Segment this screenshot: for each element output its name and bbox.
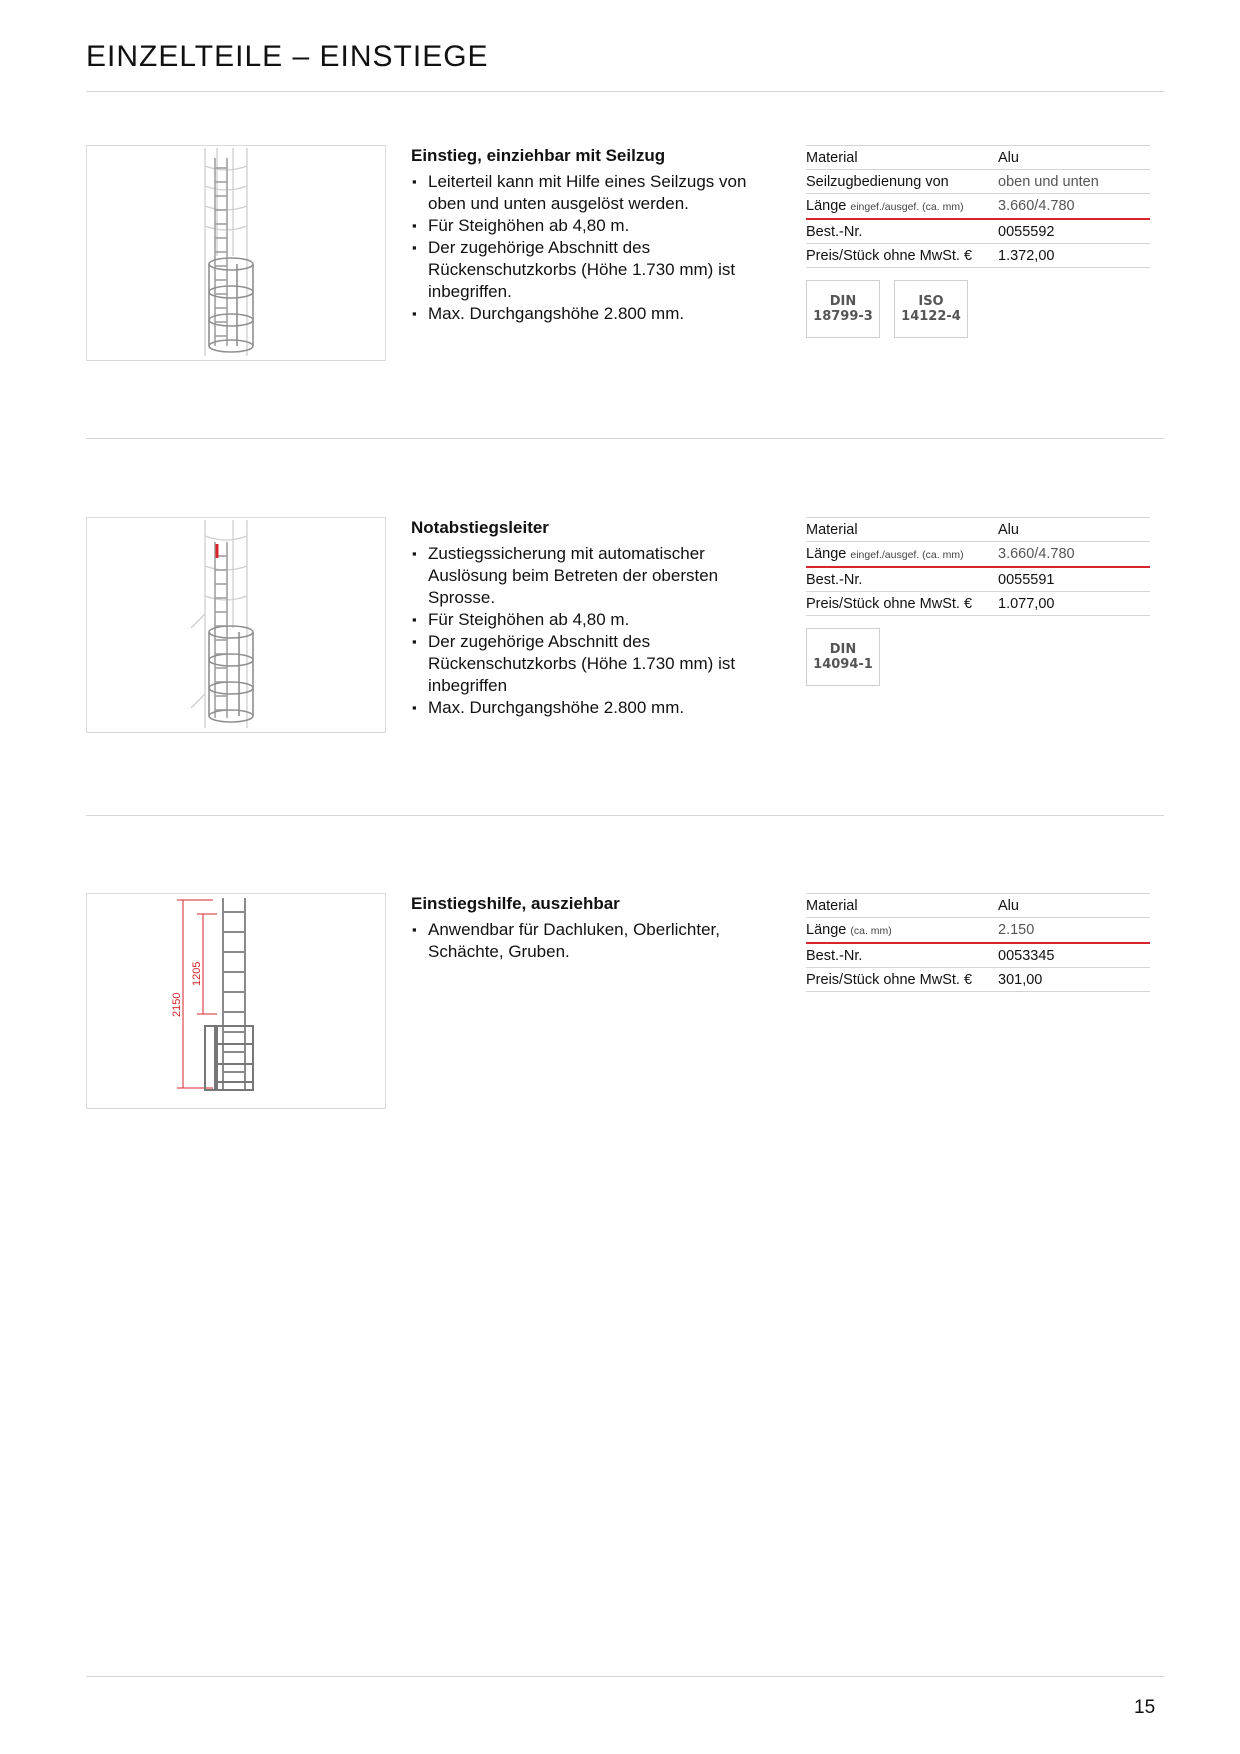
spec-label: Best.-Nr.: [806, 219, 998, 244]
feature-item: ▪ Zustiegssicherung mit automatischer Auslösung beim Betreten der obersten Sprosse.: [411, 543, 751, 609]
badge-line: 14122-4: [901, 309, 961, 324]
extendable-ladder-icon: [87, 894, 385, 1108]
spec-row: [806, 170, 1150, 194]
feature-item: ▪ Anwendbar für Dachluken, Oberlichter, Schächte, Gruben.: [411, 919, 751, 963]
spec-value: 3.660/4.780: [998, 194, 1150, 220]
feature-list: [411, 919, 751, 963]
dimension-label-partial: 1205: [191, 961, 203, 986]
spec-label: Material: [806, 518, 998, 542]
spec-value: 2.150: [998, 918, 1150, 944]
standard-badge-din: [806, 280, 880, 338]
spec-value: 0055591: [998, 567, 1150, 592]
spec-row: [806, 567, 1150, 592]
standard-badge-din: [806, 628, 880, 686]
spec-label: Best.-Nr.: [806, 567, 998, 592]
product-description: [411, 893, 751, 963]
spec-row: [806, 244, 1150, 268]
spec-row: [806, 219, 1150, 244]
spec-label: [806, 194, 998, 220]
dimension-label-total: 2150: [171, 992, 183, 1017]
product-description: [411, 517, 751, 719]
spec-row: [806, 518, 1150, 542]
spec-value: 1.372,00: [998, 244, 1150, 268]
spec-value: oben und unten: [998, 170, 1150, 194]
section-divider: [86, 438, 1164, 439]
spec-label-note: eingef./ausgef. (ca. mm): [850, 549, 964, 561]
standard-badges: [806, 280, 968, 338]
spec-label: Material: [806, 146, 998, 170]
standard-badges: [806, 628, 880, 686]
product-image: [86, 145, 386, 361]
spec-label: [806, 542, 998, 568]
spec-row: [806, 194, 1150, 220]
spec-row: [806, 592, 1150, 616]
feature-item: ▪ Der zugehörige Abschnitt des Rückenschutzkorbs (Höhe 1.730 mm) ist inbegriffen: [411, 631, 751, 697]
badge-line: ISO: [918, 294, 944, 309]
badge-line: 14094-1: [813, 657, 873, 672]
spec-label: Seilzugbedienung von: [806, 170, 998, 194]
ladder-cage-icon: [87, 146, 385, 360]
spec-row: [806, 918, 1150, 944]
section-divider: [86, 815, 1164, 816]
spec-table: [806, 145, 1150, 268]
spec-label: Best.-Nr.: [806, 943, 998, 968]
ladder-cage-icon: [87, 518, 385, 732]
spec-row: [806, 943, 1150, 968]
spec-value: Alu: [998, 894, 1150, 918]
spec-label: Preis/Stück ohne MwSt. €: [806, 244, 998, 268]
spec-value: 1.077,00: [998, 592, 1150, 616]
badge-line: 18799-3: [813, 309, 873, 324]
spec-value: Alu: [998, 518, 1150, 542]
feature-item: ▪ Der zugehörige Abschnitt des Rückenschutzkorbs (Höhe 1.730 mm) ist inbegriffen.: [411, 237, 751, 303]
spec-label: Material: [806, 894, 998, 918]
spec-value: 0055592: [998, 219, 1150, 244]
badge-line: DIN: [829, 294, 857, 309]
footer-divider: [86, 1676, 1164, 1677]
spec-table: [806, 893, 1150, 992]
product-title: Notabstiegsleiter: [411, 518, 549, 537]
spec-row: [806, 542, 1150, 568]
product-image: [86, 893, 386, 1109]
feature-list: [411, 171, 751, 325]
feature-item: ▪ Für Steighöhen ab 4,80 m.: [411, 609, 751, 631]
header-divider: [86, 91, 1164, 92]
product-title: Einstieg, einziehbar mit Seilzug: [411, 146, 666, 165]
spec-row: [806, 894, 1150, 918]
spec-value: 3.660/4.780: [998, 542, 1150, 568]
spec-row: [806, 968, 1150, 992]
feature-item: ▪ Leiterteil kann mit Hilfe eines Seilzugs von oben und unten ausgelöst werden.: [411, 171, 751, 215]
spec-value: Alu: [998, 146, 1150, 170]
badge-line: DIN: [829, 642, 857, 657]
feature-list: [411, 543, 751, 719]
feature-item: ▪ Max. Durchgangshöhe 2.800 mm.: [411, 303, 751, 325]
spec-table: [806, 517, 1150, 616]
spec-label-main: Länge: [806, 198, 847, 214]
spec-label: Preis/Stück ohne MwSt. €: [806, 592, 998, 616]
product-image: [86, 517, 386, 733]
spec-row: [806, 146, 1150, 170]
spec-label-note: eingef./ausgef. (ca. mm): [850, 201, 964, 213]
spec-label-note: (ca. mm): [850, 925, 892, 937]
spec-label: Preis/Stück ohne MwSt. €: [806, 968, 998, 992]
product-description: [411, 145, 751, 325]
page-title: EINZELTEILE – EINSTIEGE: [86, 40, 489, 73]
spec-label: [806, 918, 998, 944]
spec-label-main: Länge: [806, 546, 847, 562]
spec-value: 0053345: [998, 943, 1150, 968]
spec-label-main: Länge: [806, 922, 847, 938]
standard-badge-iso: [894, 280, 968, 338]
feature-item: ▪ Für Steighöhen ab 4,80 m.: [411, 215, 751, 237]
feature-item: ▪ Max. Durchgangshöhe 2.800 mm.: [411, 697, 751, 719]
product-title: Einstiegshilfe, ausziehbar: [411, 894, 620, 913]
page-number: 15: [1134, 1697, 1156, 1718]
spec-value: 301,00: [998, 968, 1150, 992]
